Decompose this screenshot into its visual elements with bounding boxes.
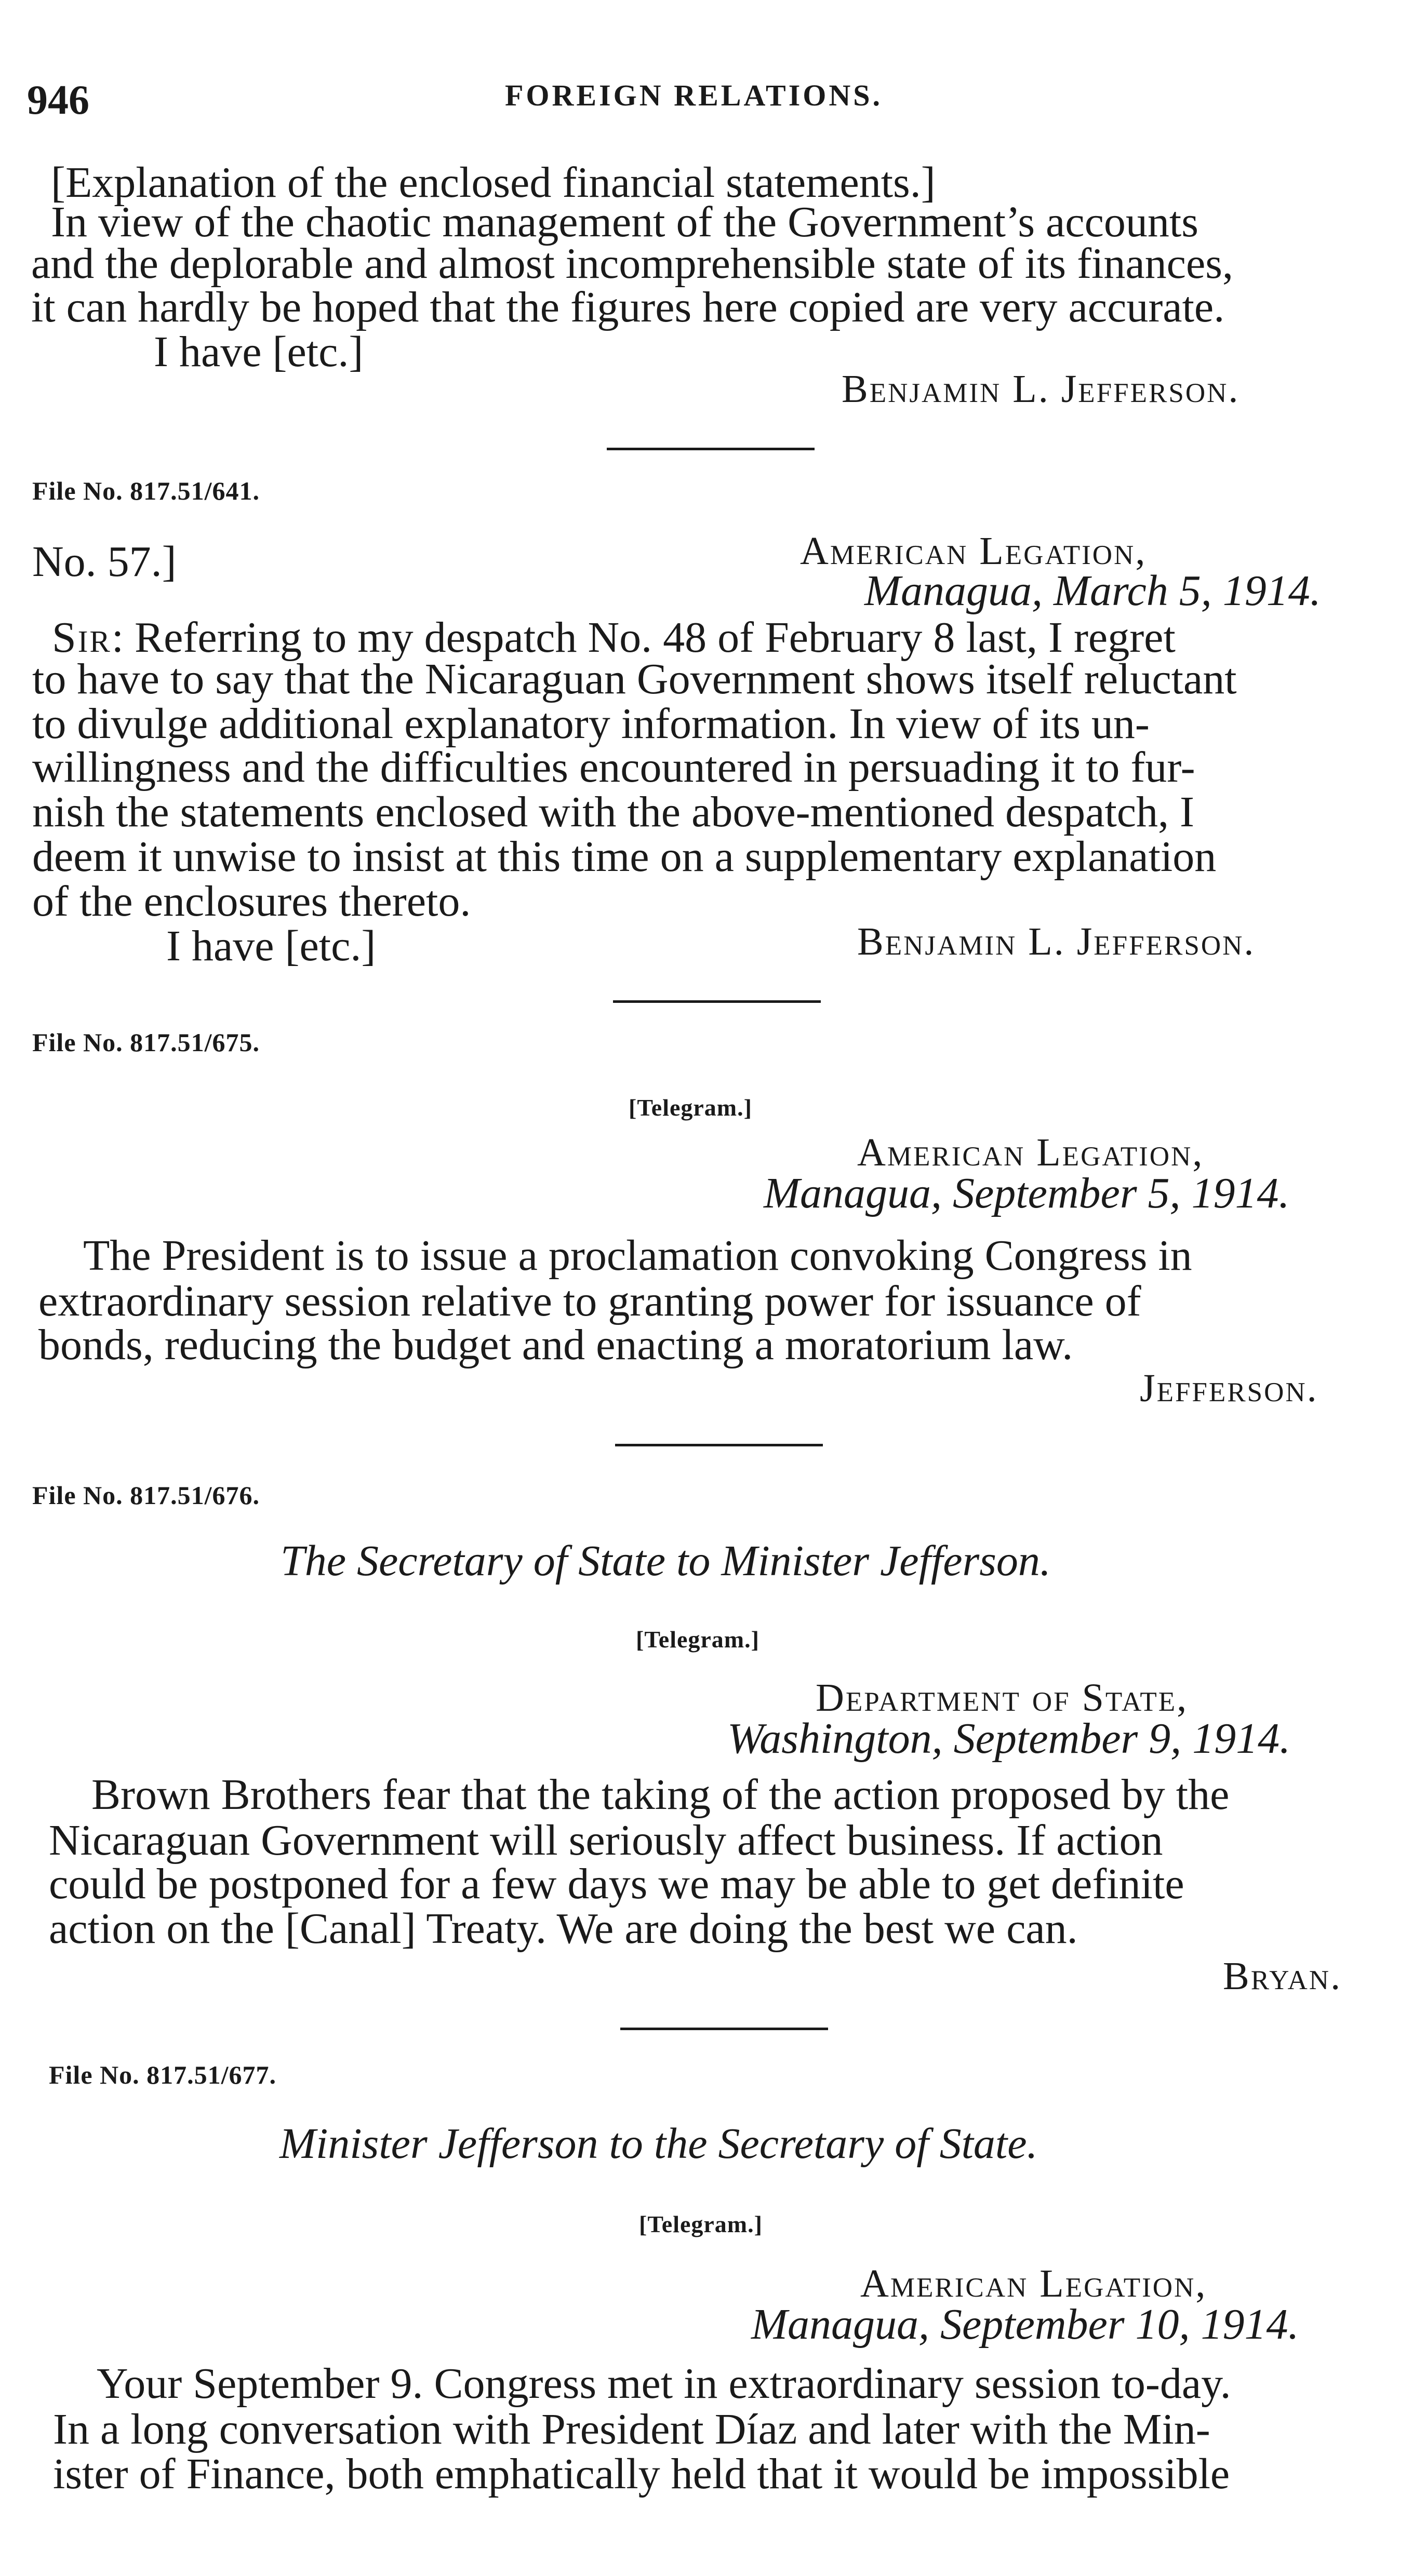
- doc1-line-1: [Explanation of the enclosed financial statements.]: [51, 158, 936, 207]
- doc5-heading: Minister Jefferson to the Secretary of State.: [279, 2119, 1038, 2168]
- doc2-line-6: deem it unwise to insist at this time on a supplementary explanation: [32, 833, 1217, 881]
- doc2-line-4: willingness and the difficulties encountered in persuading it to fur-: [32, 743, 1195, 791]
- doc2-place: American Legation,: [800, 529, 1147, 573]
- doc1-line-2: In view of the chaotic management of the Government’s accounts: [51, 198, 1198, 246]
- doc5-file-number: File No. 817.51/677.: [49, 2060, 277, 2089]
- running-title: FOREIGN RELATIONS.: [505, 78, 883, 112]
- separator-rule: [620, 2028, 828, 2030]
- doc2-despatch-number: No. 57.]: [32, 538, 177, 586]
- doc4-telegram-label: [Telegram.]: [636, 1626, 759, 1653]
- page-number: 946: [27, 77, 89, 123]
- doc5-line-1: Your September 9. Congress met in extraordinary session to-day.: [97, 2359, 1231, 2408]
- doc1-closing: I have [etc.]: [154, 328, 364, 376]
- doc4-signature: Bryan.: [1223, 1954, 1342, 1998]
- doc1-line-4: it can hardly be hoped that the figures here copied are very accurate.: [31, 283, 1225, 331]
- doc4-line-3: could be postponed for a few days we may be able to get definite: [49, 1860, 1184, 1908]
- doc2-line-1: [52, 613, 1176, 662]
- doc3-line-1: The President is to issue a proclamation convoking Congress in: [83, 1231, 1192, 1280]
- doc4-line-2: Nicaraguan Government will seriously affect business. If action: [49, 1816, 1163, 1864]
- doc4-file-number: File No. 817.51/676.: [32, 1481, 260, 1510]
- doc5-line-3: ister of Finance, both emphatically held that it would be impossible: [53, 2450, 1230, 2498]
- doc2-line-1-text: : Referring to my despatch No. 48 of February 8 last, I regret: [111, 613, 1176, 662]
- doc3-dateline: Managua, September 5, 1914.: [764, 1169, 1290, 1217]
- doc1-line-3: and the deplorable and almost incomprehensible state of its finances,: [31, 239, 1233, 288]
- doc3-telegram-label: [Telegram.]: [629, 1094, 752, 1121]
- doc2-signature: Benjamin L. Jefferson.: [857, 920, 1256, 963]
- separator-rule: [613, 1000, 821, 1003]
- separator-rule: [615, 1444, 823, 1446]
- doc3-line-3: bonds, reducing the budget and enacting a moratorium law.: [38, 1321, 1073, 1369]
- doc5-dateline: Managua, September 10, 1914.: [751, 2300, 1299, 2349]
- doc4-line-4: action on the [Canal] Treaty. We are doing the best we can.: [49, 1904, 1078, 1953]
- doc5-line-2: In a long conversation with President Díaz and later with the Min-: [53, 2405, 1210, 2453]
- doc3-signature: Jefferson.: [1140, 1366, 1318, 1410]
- doc3-place: American Legation,: [857, 1131, 1204, 1174]
- doc2-file-number: File No. 817.51/641.: [32, 476, 260, 505]
- separator-rule: [607, 448, 815, 450]
- doc4-line-1: Brown Brothers fear that the taking of the action proposed by the: [91, 1770, 1230, 1819]
- doc2-salutation: Sir: [52, 613, 112, 662]
- doc2-line-5: nish the statements enclosed with the above-mentioned despatch, I: [32, 788, 1195, 836]
- doc3-file-number: File No. 817.51/675.: [32, 1028, 260, 1057]
- doc2-dateline: Managua, March 5, 1914.: [864, 567, 1321, 615]
- doc4-place: Department of State,: [816, 1676, 1189, 1720]
- doc5-place: American Legation,: [860, 2262, 1207, 2305]
- doc5-telegram-label: [Telegram.]: [639, 2211, 763, 2237]
- doc3-line-2: extraordinary session relative to granting power for issuance of: [38, 1277, 1141, 1325]
- doc1-signature: Benjamin L. Jefferson.: [842, 367, 1240, 411]
- doc2-line-2: to have to say that the Nicaraguan Government shows itself reluctant: [32, 655, 1237, 703]
- doc4-dateline: Washington, September 9, 1914.: [727, 1714, 1291, 1763]
- doc4-heading: The Secretary of State to Minister Jefferson.: [281, 1537, 1051, 1585]
- doc2-line-3: to divulge additional explanatory information. In view of its un-: [32, 700, 1150, 748]
- doc2-closing: I have [etc.]: [166, 922, 376, 970]
- doc2-line-7: of the enclosures thereto.: [32, 877, 471, 925]
